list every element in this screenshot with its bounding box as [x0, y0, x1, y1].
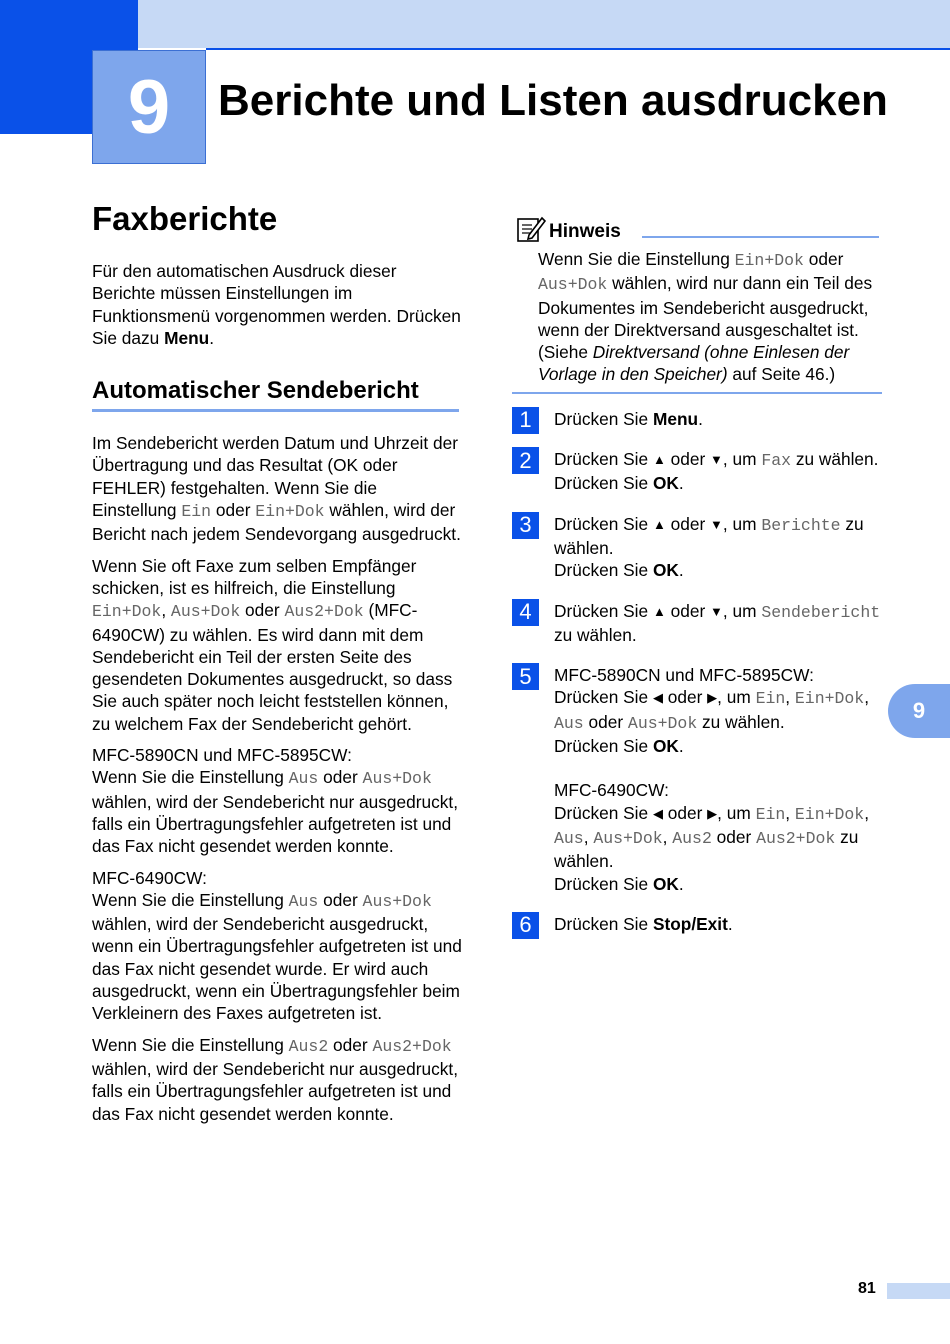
paragraph-2: Wenn Sie oft Faxe zum selben Empfänger schicken, ist es hilfreich, die Einstellung Ein+Dok, Aus+Dok oder Aus2+Dok (MFC-6490CW) zu wählen. Es wird dann mit dem Sendebericht ein Teil der ersten Seite des gesendeten Dokumentes ausgedruckt, so dass Sie auch später noch leicht feststellen können, zu welchem Fax der Sendebericht gehört.: [92, 555, 453, 734]
note-pencil-icon: [516, 214, 546, 249]
up-arrow-icon: ▲: [652, 603, 666, 619]
right-arrow-icon: ▶: [707, 805, 718, 821]
paragraph-4: MFC-6490CW: Wenn Sie die Einstellung Aus oder Aus+Dok wählen, wird der Sendebericht ausgedruckt, wenn ein Übertragungsfehler aufgetreten ist und das Fax nicht gesendet wurde. Er wird auch ausgedruckt, wenn ein Übertragungsfehler beim Verkleinern des Faxes aufgetreten ist.: [92, 867, 462, 1024]
section-heading: Faxberichte: [92, 200, 278, 237]
intro-paragraph: Für den automatischen Ausdruck dieser Berichte müssen Einstellungen im Funktionsmenü vorgenommen werden. Drücken Sie dazu Menu.: [92, 261, 461, 348]
right-arrow-icon: ▶: [707, 690, 718, 706]
subsection-heading: Automatischer Sendebericht: [92, 377, 419, 405]
paragraph-5: Wenn Sie die Einstellung Aus2 oder Aus2+Dok wählen, wird der Sendebericht nur ausgedruckt, falls ein Übertragungsfehler aufgetreten ist und das Fax nicht gesendet werden konnte.: [92, 1034, 458, 1124]
paragraph-1: Im Sendebericht werden Datum und Uhrzeit der Übertragung und das Resultat (OK oder FEHLER) festgehalten. Wenn Sie die Einstellung Ein oder Ein+Dok wählen, wird der Bericht nach jedem Sendevorgang ausgedruckt.: [92, 433, 461, 545]
page-number: 81: [858, 1280, 876, 1297]
left-arrow-icon: ◀: [652, 690, 663, 706]
note-title: Hinweis: [549, 221, 621, 242]
top-rule: [206, 48, 950, 50]
note-title-rule: [642, 236, 879, 238]
up-arrow-icon: ▲: [652, 516, 666, 532]
down-arrow-icon: ▼: [710, 603, 723, 619]
right-column: [512, 214, 882, 953]
step-3: 3 Drücken Sie ▲ oder ▼, um Berichte zu wählen. Drücken Sie OK.: [512, 513, 882, 582]
step-number: 3: [512, 512, 539, 539]
page-number-bar: [887, 1283, 950, 1299]
chapter-side-tab: 9: [888, 684, 950, 738]
down-arrow-icon: ▼: [710, 516, 723, 532]
chapter-number: 9: [92, 50, 206, 164]
chapter-title: Berichte und Listen ausdrucken: [218, 76, 888, 125]
step-number: 1: [512, 407, 539, 434]
note-body: Wenn Sie die Einstellung Ein+Dok oder Aus+Dok wählen, wird nur dann ein Teil des Dokumentes im Sendebericht ausgedruckt, wenn der Direktversand ausgeschaltet ist. (Siehe Direktversand (ohne Einlesen der Vorlage in den Speicher) auf Seite 46.): [538, 249, 873, 385]
down-arrow-icon: ▼: [710, 452, 723, 468]
step-number: 4: [512, 599, 539, 626]
step-number: 2: [512, 447, 539, 474]
note-bottom-rule: [512, 392, 882, 394]
step-1: 1 Drücken Sie Menu.: [512, 408, 882, 430]
note-header: [512, 214, 882, 244]
left-arrow-icon: ◀: [652, 805, 663, 821]
paragraph-3: MFC-5890CN und MFC-5895CW: Wenn Sie die Einstellung Aus oder Aus+Dok wählen, wird der Sendebericht nur ausgedruckt, falls ein Übertragungsfehler aufgetreten ist und das Fax nicht gesendet werden konnte.: [92, 745, 458, 857]
left-column: [92, 200, 462, 1134]
step-5: 5 MFC-5890CN und MFC-5895CW: Drücken Sie ◀ oder ▶, um Ein, Ein+Dok, Aus oder Aus+Dok zu wählen. Drücken Sie OK. MFC-6490CW: Drücken Sie ◀ oder ▶, um Ein, Ein+Dok, Aus, Aus+Dok, Aus2 oder Aus2+Dok zu wählen. Drücken Sie OK.: [512, 664, 882, 895]
up-arrow-icon: ▲: [652, 452, 666, 468]
step-number: 5: [512, 663, 539, 690]
subsection-rule: [92, 409, 459, 412]
step-4: 4 Drücken Sie ▲ oder ▼, um Sendebericht zu wählen.: [512, 600, 882, 647]
step-6: 6 Drücken Sie Stop/Exit.: [512, 913, 882, 935]
top-band: [0, 0, 950, 48]
step-number: 6: [512, 912, 539, 939]
step-2: 2 Drücken Sie ▲ oder ▼, um Fax zu wählen. Drücken Sie OK.: [512, 448, 882, 495]
